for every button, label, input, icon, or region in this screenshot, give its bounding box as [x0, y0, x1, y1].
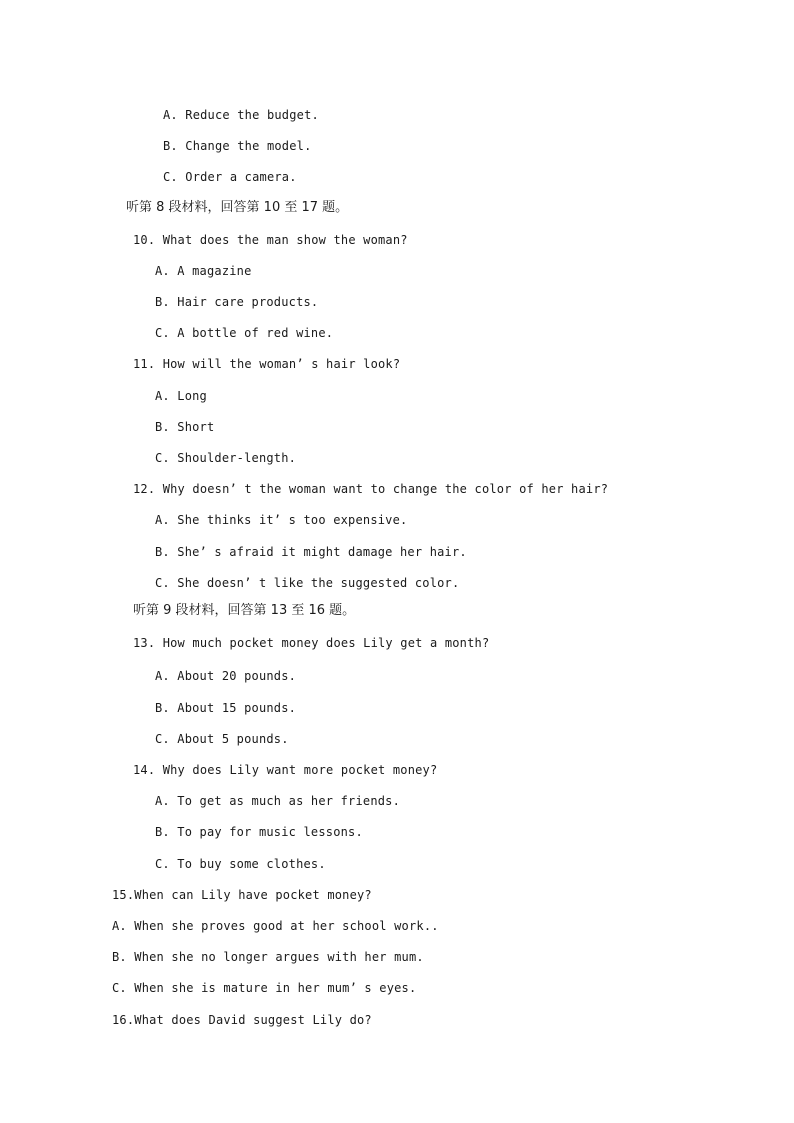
- section-instruction: 听第 8 段材料，回答第 10 至 17 题。: [126, 200, 349, 215]
- option-line: A. Reduce the budget.: [163, 108, 319, 122]
- option-line: B. She’ s afraid it might damage her hair.: [155, 545, 467, 559]
- option-line: B. Change the model.: [163, 139, 312, 153]
- option-line: C. About 5 pounds.: [155, 732, 289, 746]
- question-line: 12. Why doesn’ t the woman want to change the color of her hair?: [133, 482, 609, 496]
- option-line: B. When she no longer argues with her mum.: [112, 950, 424, 964]
- option-line: A. When she proves good at her school work..: [112, 919, 439, 933]
- option-line: B. Short: [155, 420, 215, 434]
- option-line: B. Hair care products.: [155, 295, 319, 309]
- option-line: A. Long: [155, 389, 207, 403]
- option-line: C. Order a camera.: [163, 170, 297, 184]
- question-line: 11. How will the woman’ s hair look?: [133, 357, 401, 371]
- option-line: A. About 20 pounds.: [155, 669, 297, 683]
- option-line: C. To buy some clothes.: [155, 857, 326, 871]
- option-line: A. She thinks it’ s too expensive.: [155, 513, 408, 527]
- question-line: 14. Why does Lily want more pocket money?: [133, 763, 438, 777]
- question-line: 13. How much pocket money does Lily get a month?: [133, 636, 490, 650]
- option-line: B. To pay for music lessons.: [155, 825, 363, 839]
- option-line: A. A magazine: [155, 264, 252, 278]
- option-line: A. To get as much as her friends.: [155, 794, 401, 808]
- question-line: 15.When can Lily have pocket money?: [112, 888, 372, 902]
- question-line: 16.What does David suggest Lily do?: [112, 1013, 372, 1027]
- option-line: C. When she is mature in her mum’ s eyes.: [112, 981, 417, 995]
- option-line: B. About 15 pounds.: [155, 701, 297, 715]
- section-instruction: 听第 9 段材料，回答第 13 至 16 题。: [133, 603, 356, 618]
- question-line: 10. What does the man show the woman?: [133, 233, 408, 247]
- option-line: C. She doesn’ t like the suggested color.: [155, 576, 460, 590]
- option-line: C. Shoulder-length.: [155, 451, 297, 465]
- option-line: C. A bottle of red wine.: [155, 326, 334, 340]
